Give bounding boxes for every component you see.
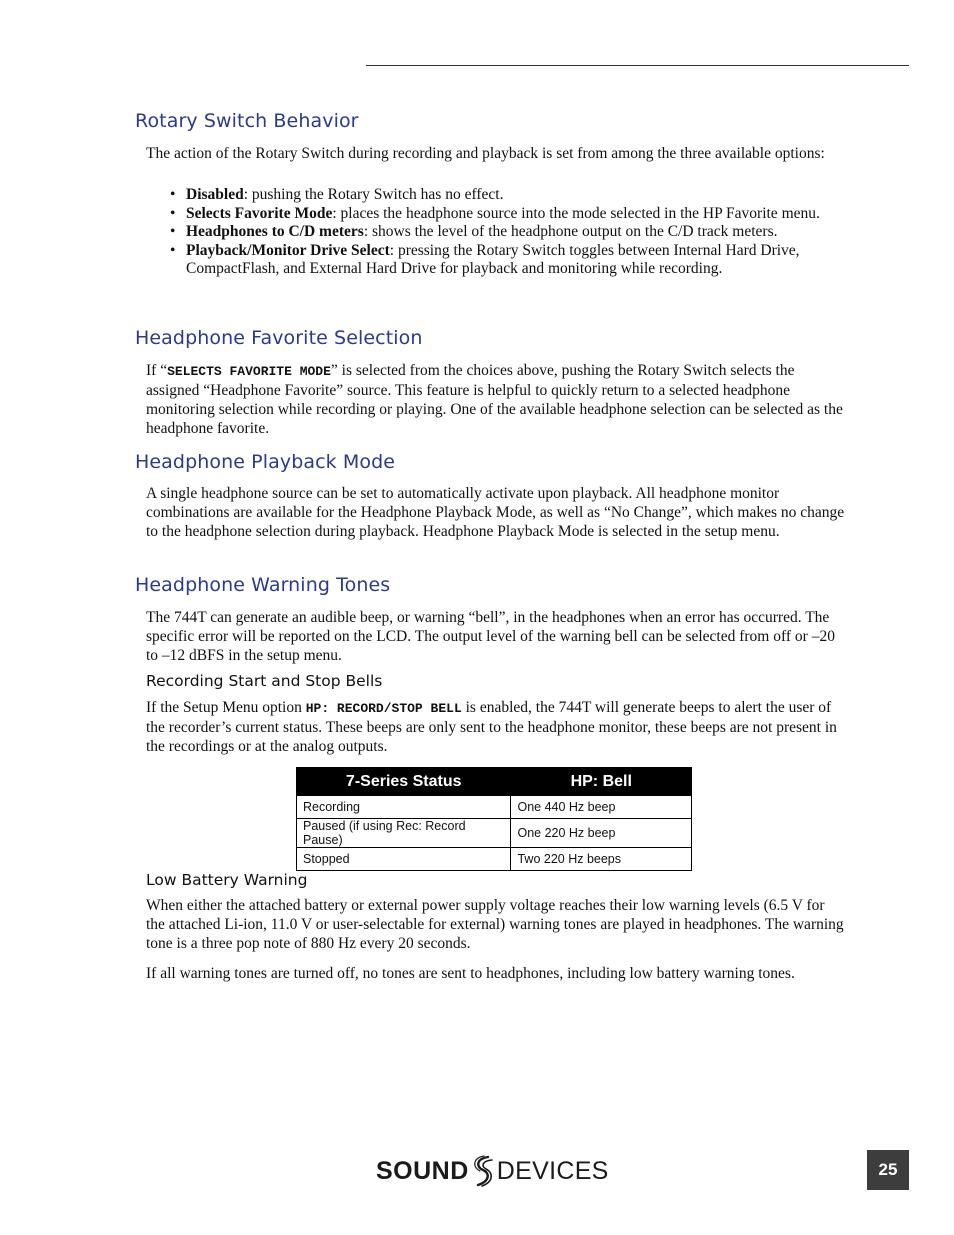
table-row: Stopped Two 220 Hz beeps [297,848,692,871]
sound-wave-icon [470,1153,496,1189]
rotary-options-list [146,186,846,279]
heading-headphone-playback-mode: Headphone Playback Mode [135,451,396,473]
favorite-paragraph: If “SELECTS FAVORITE MODE” is selected from the choices above, pushing the Rotary Switch selects the assigned “Headphone Favorite” source. This feature is helpful to quickly return to a selected headphone monitoring selection while recording or playing. One of the available headphone selection can be selected as the headphone favorite. [146,362,843,437]
list-item: • Selects Favorite Mode: places the headphone source into the mode selected in the HP Favorite menu. [146,205,846,224]
favorite-code: SELECTS FAVORITE MODE [167,364,331,379]
bells-paragraph: If the Setup Menu option HP: RECORD/STOP BELL is enabled, the 744T will generate beeps to alert the user of the recorder’s current status. These beeps are only sent to the headphone monitor, these beeps are not present in the recordings or at the analog outputs. [146,699,837,755]
header-rule [366,65,909,66]
heading-recording-start-stop-bells: Recording Start and Stop Bells [146,672,383,690]
list-item: • Disabled: pushing the Rotary Switch has no effect. [146,186,846,205]
battery-paragraph-1: When either the attached battery or external power supply voltage reaches their low warning levels (6.5 V for the attached Li-ion, 11.0 V or user-selectable for external) warning tones are played in headphones. The warning tone is a three pop note of 880 Hz every 20 seconds. [146,897,844,952]
rotary-intro: The action of the Rotary Switch during recording and playback is set from among the three available options: [146,145,825,162]
warning-paragraph: The 744T can generate an audible beep, or warning “bell”, in the headphones when an error has occurred. The specific error will be reported on the LCD. The output level of the warning bell can be selected from off or –20 to –12 dBFS in the setup menu. [146,609,835,664]
table-header-row [297,768,692,796]
list-item: • Headphones to C/D meters: shows the level of the headphone output on the C/D track meters. [146,223,846,242]
table-row: Paused (if using Rec: Record Pause) One 220 Hz beep [297,819,692,848]
table-row: Recording One 440 Hz beep [297,796,692,819]
heading-rotary-switch-behavior: Rotary Switch Behavior [135,110,359,132]
heading-low-battery-warning: Low Battery Warning [146,871,308,889]
bells-code: HP: RECORD/STOP BELL [305,701,462,716]
battery-paragraph-2: If all warning tones are turned off, no tones are sent to headphones, including low battery warning tones. [146,965,795,982]
heading-headphone-warning-tones: Headphone Warning Tones [135,574,391,596]
page-number: 25 [867,1150,909,1190]
sound-devices-logo: SOUND DEVICES [376,1153,609,1189]
hp-bell-table [296,767,692,871]
playback-paragraph: A single headphone source can be set to automatically activate upon playback. All headphone monitor combinations are available for the Headphone Playback Mode, as well as “No Change”, which makes no change to the headphone selection during playback. Headphone Playback Mode is selected in the setup menu. [146,485,845,540]
table-header-hp-bell: HP: Bell [511,768,692,796]
heading-headphone-favorite-selection: Headphone Favorite Selection [135,327,423,349]
list-item: • Playback/Monitor Drive Select: pressing the Rotary Switch toggles between Internal Hard Drive, CompactFlash, and External Hard Drive for playback and monitoring while recording. [146,242,846,279]
table-header-status: 7-Series Status [297,768,511,796]
